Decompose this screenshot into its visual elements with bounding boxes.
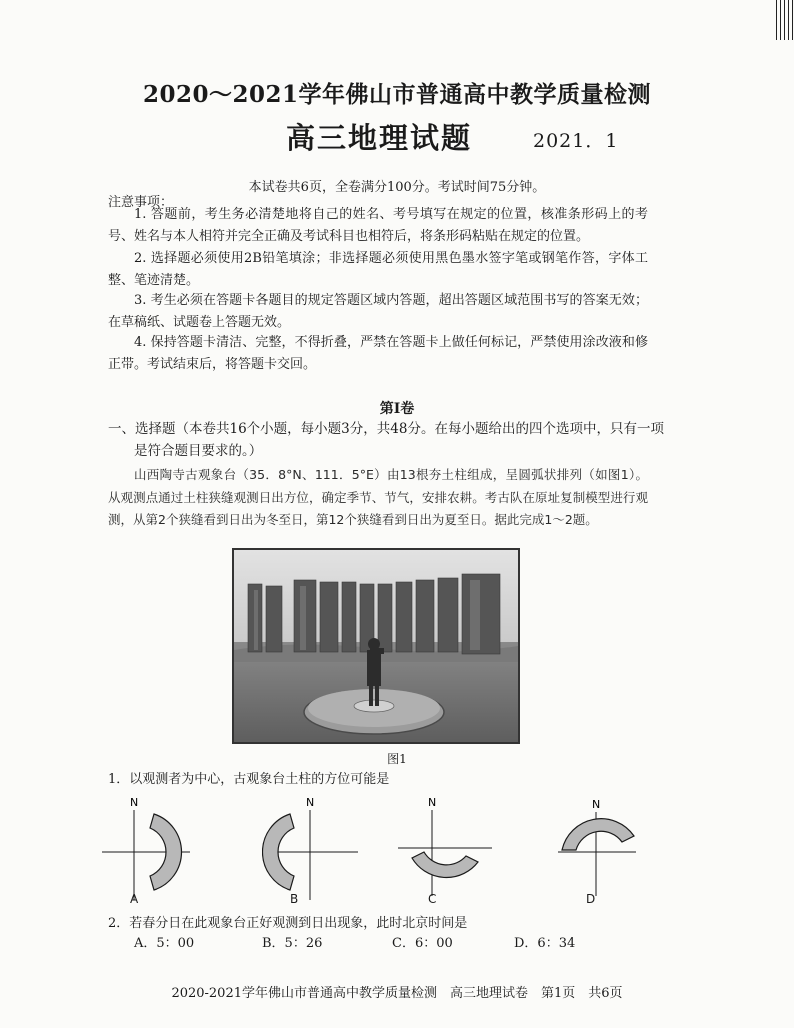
option-c-label: C — [428, 892, 437, 906]
page-footer: 2020-2021学年佛山市普通高中教学质量检测 高三地理试卷 第1页 共6页 — [171, 986, 623, 1001]
note-item: 1. 答题前，考生务必清楚地将自己的姓名、考号填写在规定的位置，核准条形码上的考号、姓名与本人相符并完全正确及考试科目也相符后，将条形码粘贴在规定的位置。 — [108, 207, 648, 244]
north-label: N — [592, 798, 601, 811]
note-item: 2. 选择题必须使用2B铅笔填涂；非选择题必须使用黑色墨水签字笔或钢笔作答，字体工整、笔迹清楚。 — [108, 251, 648, 288]
option-b-diagram — [262, 796, 392, 906]
option-b: B．5：26 — [262, 936, 323, 951]
observatory-photo — [232, 548, 520, 744]
option-d-diagram — [556, 796, 686, 906]
figure-caption: 图1 — [387, 752, 407, 766]
exam-meta: 本试卷共6页，全卷满分100分。考试时间75分钟。 — [248, 180, 546, 195]
exam-title-line2: 高三地理试题 — [286, 121, 473, 155]
option-d-label: D — [586, 892, 596, 906]
option-b-label: B — [290, 892, 299, 906]
option-a-label: A — [130, 892, 139, 906]
question-2: 2．若春分日在此观象台正好观测到日出现象，此时北京时间是 — [108, 916, 468, 931]
notes-title: 注意事项： — [108, 195, 174, 210]
option-c: C．6：00 — [392, 936, 453, 951]
note-item: 3. 考生必须在答题卡各题目的规定答题区域内答题，超出答题区域范围书写的答案无效；在草稿纸、试题卷上答题无效。 — [108, 293, 648, 330]
exam-title-line1: 2020～2021学年佛山市普通高中教学质量检测 — [142, 81, 652, 108]
north-label: N — [130, 796, 139, 809]
north-label: N — [306, 796, 315, 809]
note-item: 4. 保持答题卡清洁、完整，不得折叠，严禁在答题卡上做任何标记，严禁使用涂改液和修正带。考试结束后，将答题卡交回。 — [108, 335, 648, 372]
option-d: D．6：34 — [514, 936, 576, 951]
option-a: A．5：00 — [134, 936, 195, 951]
option-a-diagram — [100, 796, 230, 906]
scan-edge-mark — [776, 0, 794, 40]
question-material: 山西陶寺古观象台（35．8°N、111．5°E）由13根夯土柱组成，呈圆弧状排列（如图1）。从观测点通过土柱狭缝观测日出方位，确定季节、节气，安排农耕。考古队在原址复制模型进行观测，从第2个狭缝看到日出为冬至日，第12个狭缝看到日出为夏至日。据此完成1～2题。 — [108, 467, 648, 527]
section-heading: 一、选择题（本卷共16个小题，每小题3分，共48分。在每小题给出的四个选项中，只有一项是符合题目要求的。） — [108, 421, 664, 459]
question-1: 1．以观测者为中心，古观象台土柱的方位可能是 — [108, 772, 390, 787]
north-label: N — [428, 796, 437, 809]
exam-date: 2021．1 — [533, 130, 619, 152]
option-c-diagram — [396, 796, 526, 906]
section-title: 第Ⅰ卷 — [379, 401, 415, 417]
